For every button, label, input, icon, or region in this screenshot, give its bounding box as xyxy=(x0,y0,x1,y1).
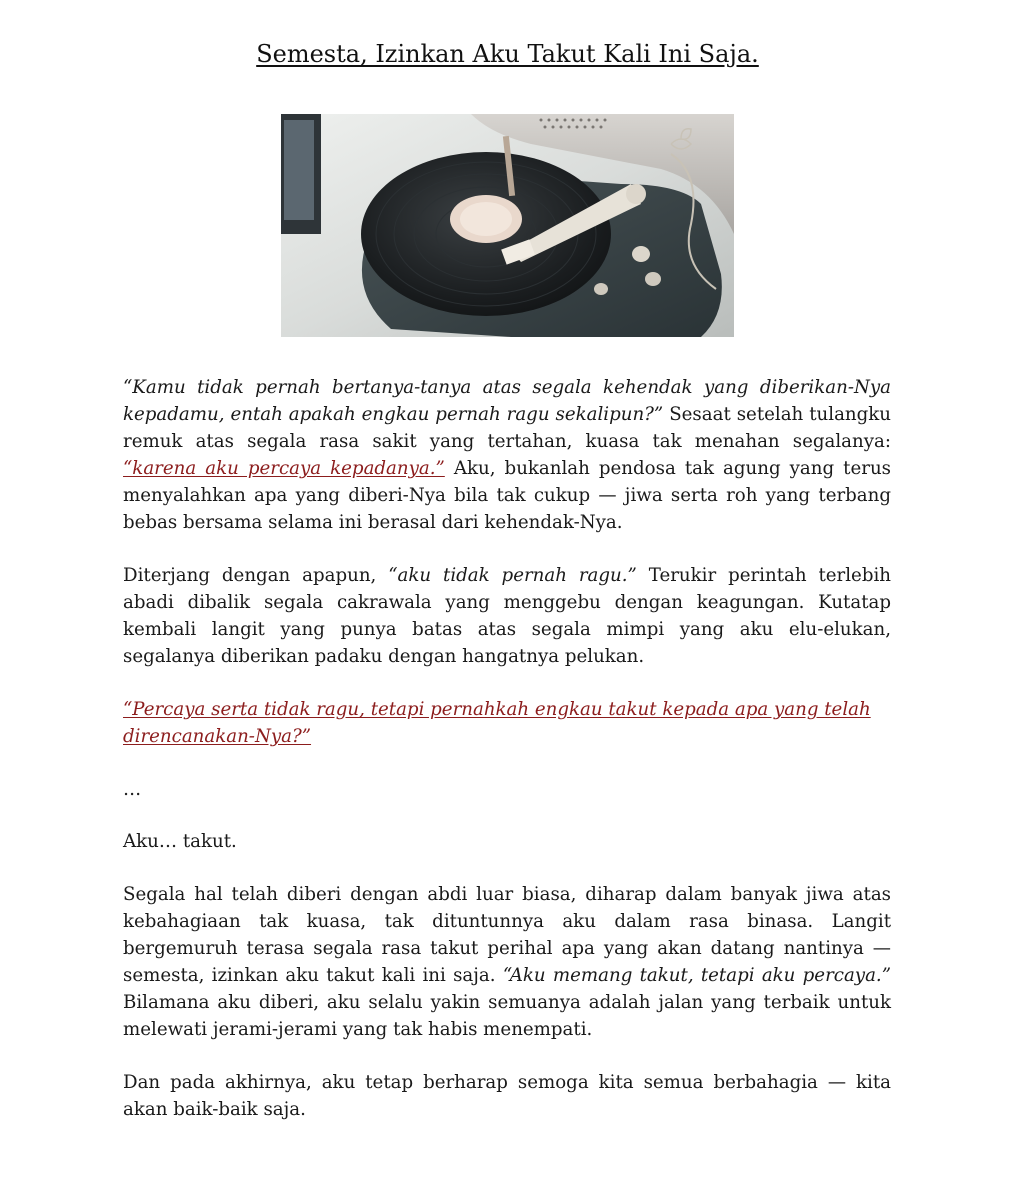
paragraph-7: Dan pada akhirnya, aku tetap berharap semoga kita semua berbahagia — kita akan baik-baik saja. xyxy=(123,1072,891,1120)
document-title: Semesta, Izinkan Aku Takut Kali Ini Saja. xyxy=(256,40,759,68)
record-player-image xyxy=(281,114,734,337)
paragraph-6-quote: “Aku memang takut, tetapi aku percaya.” xyxy=(502,965,891,986)
paragraph-4-ellipsis: … xyxy=(123,779,142,800)
paragraph-6-text-2: Bilamana aku diberi, aku selalu yakin semuanya adalah jalan yang terbaik untuk melewati jerami-jerami yang tak habis menempati. xyxy=(123,992,891,1040)
paragraph-3-highlight-link[interactable]: “Percaya serta tidak ragu, tetapi pernahkah engkau takut kepada apa yang telah direncanakan-Nya?” xyxy=(123,699,871,747)
article-body xyxy=(123,374,891,1149)
paragraph-1 xyxy=(123,374,891,536)
paragraph-2-text-1: Diterjang dengan apapun, xyxy=(123,565,389,586)
paragraph-1-highlight-link[interactable]: “karena aku percaya kepadanya.” xyxy=(123,458,445,479)
paragraph-6-text-1: Segala hal telah diberi dengan abdi luar biasa, diharap dalam banyak jiwa atas kebahagiaan tak kuasa, tak dituntunnya aku dalam rasa binasa. Langit bergemuruh terasa segala rasa takut perihal apa yang akan datang nantinya — semesta, izinkan aku takut kali ini saja. xyxy=(123,884,891,986)
paragraph-2 xyxy=(123,562,891,670)
paragraph-2-quote: “aku tidak pernah ragu.” xyxy=(388,565,637,586)
paragraph-1-text-2: Aku, bukanlah pendosa tak agung yang terus menyalahkan apa yang diberi-Nya bila tak cukup — jiwa serta roh yang terbang bebas bersama selama ini berasal dari kehendak-Nya. xyxy=(123,458,891,533)
paragraph-6 xyxy=(123,881,891,1043)
paragraph-1-quote: “Kamu tidak pernah bertanya-tanya atas segala kehendak yang diberikan-Nya kepadamu, entah apakah engkau pernah ragu sekalipun?” xyxy=(123,377,891,425)
paragraph-3 xyxy=(123,696,891,750)
paragraph-2-text-2: Terukir perintah terlebih abadi dibalik segala cakrawala yang menggebu dengan keagungan. Kutatap kembali langit yang punya batas atas segala mimpi yang aku elu-elukan, segalanya diberikan padaku dengan hangatnya pelukan. xyxy=(123,565,891,667)
paragraph-1-text-1: Sesaat setelah tulangku remuk atas segala rasa sakit yang tertahan, kuasa tak menahan segalanya: xyxy=(123,404,892,452)
paragraph-5: Aku… takut. xyxy=(123,831,237,852)
